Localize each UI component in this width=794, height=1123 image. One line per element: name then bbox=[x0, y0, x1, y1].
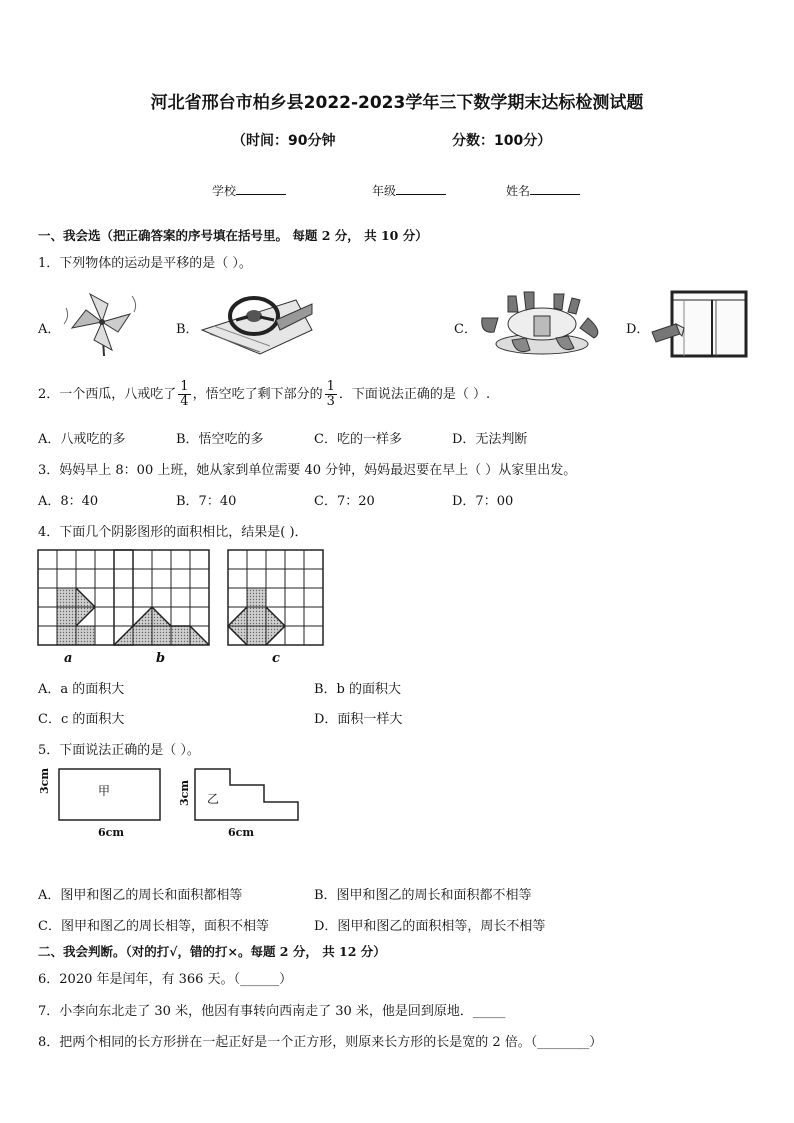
exam-time: （时间：90分钟 bbox=[232, 133, 336, 149]
q2-option-b[interactable]: B．悟空吃的多 bbox=[176, 432, 264, 447]
sliding-window-image bbox=[650, 288, 750, 360]
yi-width-label: 6cm bbox=[228, 826, 254, 839]
q1-option-c[interactable]: C． bbox=[454, 322, 477, 337]
question-3: 3．妈妈早上 8：00 上班，她从家到单位需要 40 分钟，妈妈最迟要在早上（ ）从家里出发。 bbox=[38, 463, 577, 478]
q5-option-c[interactable]: C．图甲和图乙的周长相等，面积不相等 bbox=[38, 919, 269, 934]
grade-blank[interactable] bbox=[396, 182, 446, 195]
grid-figure-b bbox=[114, 550, 209, 645]
school-blank[interactable] bbox=[236, 182, 286, 195]
q1-option-d[interactable]: D． bbox=[626, 322, 650, 337]
fraction-one-quarter: $\frac{1}{4}$ bbox=[180, 379, 189, 409]
q5-option-b[interactable]: B．图甲和图乙的周长和面积都不相等 bbox=[314, 888, 532, 903]
jia-height-label: 3cm bbox=[38, 768, 51, 794]
yi-height-label: 3cm bbox=[178, 780, 191, 806]
question-1: 1．下列物体的运动是平移的是（ ）。 bbox=[38, 256, 252, 271]
fraction-one-third: $\frac{1}{3}$ bbox=[326, 379, 335, 409]
pinwheel-image bbox=[60, 286, 140, 358]
q4-option-c[interactable]: C．c 的面积大 bbox=[38, 712, 125, 727]
q4-option-d[interactable]: D．面积一样大 bbox=[314, 712, 403, 727]
question-5: 5．下面说法正确的是（ ）。 bbox=[38, 743, 200, 758]
q5-option-d[interactable]: D．图甲和图乙的面积相等，周长不相等 bbox=[314, 919, 546, 934]
school-field: 学校 bbox=[212, 182, 286, 199]
question-7: 7．小李向东北走了 30 米，他因有事转向西南走了 30 米，他是回到原地．_____ bbox=[38, 1004, 506, 1019]
q3-option-d[interactable]: D．7：00 bbox=[452, 494, 514, 509]
question-2: 2．一个西瓜，八戒吃了 $\frac{1}{4}$ ，悟空吃了剩下部分的 $\frac{1}{3}$ ．下面说法正确的是（ ）. bbox=[38, 379, 491, 409]
q5-option-a[interactable]: A．图甲和图乙的周长和面积都相等 bbox=[38, 888, 243, 903]
q2-option-a[interactable]: A．八戒吃的多 bbox=[38, 432, 126, 447]
q4-option-b[interactable]: B．b 的面积大 bbox=[314, 682, 402, 697]
q3-option-b[interactable]: B．7：40 bbox=[176, 494, 237, 509]
q1-option-a[interactable]: A． bbox=[38, 322, 61, 337]
exam-score: 分数：100分） bbox=[452, 133, 552, 149]
q4-option-a[interactable]: A．a 的面积大 bbox=[38, 682, 125, 697]
q3-option-c[interactable]: C．7：20 bbox=[314, 494, 375, 509]
carousel-ride-image bbox=[476, 288, 608, 360]
name-field: 姓名 bbox=[506, 182, 580, 199]
question-8: 8．把两个相同的长方形拼在一起正好是一个正方形，则原来长方形的长是宽的 2 倍。（________） bbox=[38, 1035, 603, 1050]
grade-field: 年级 bbox=[372, 182, 446, 199]
q2-option-d[interactable]: D．无法判断 bbox=[452, 432, 528, 447]
section-2-heading: 二、我会判断。（对的打√，错的打×。每题 2 分， 共 12 分） bbox=[38, 944, 386, 959]
label-c: c bbox=[272, 651, 280, 666]
section-1-heading: 一、我会选（把正确答案的序号填在括号里。 每题 2 分， 共 10 分） bbox=[38, 228, 428, 243]
label-jia: 甲 bbox=[98, 784, 111, 798]
question-6: 6．2020 年是闰年，有 366 天。（______） bbox=[38, 972, 293, 987]
question-4: 4．下面几个阴影图形的面积相比，结果是( )． bbox=[38, 525, 308, 540]
q1-option-b[interactable]: B． bbox=[176, 322, 199, 337]
grid-figure-a bbox=[38, 550, 133, 645]
grid-figures bbox=[36, 548, 326, 648]
q2-option-c[interactable]: C．吃的一样多 bbox=[314, 432, 402, 447]
label-yi: 乙 bbox=[207, 792, 220, 806]
grid-figure-c bbox=[228, 550, 323, 645]
q3-option-a[interactable]: A．8：40 bbox=[38, 494, 99, 509]
jia-width-label: 6cm bbox=[98, 826, 124, 839]
page-title: 河北省邢台市柏乡县2022-2023学年三下数学期末达标检测试题 bbox=[150, 93, 644, 113]
name-blank[interactable] bbox=[530, 182, 580, 195]
label-b: b bbox=[156, 651, 166, 666]
steering-wheel-image bbox=[200, 290, 316, 358]
label-a: a bbox=[64, 651, 73, 666]
